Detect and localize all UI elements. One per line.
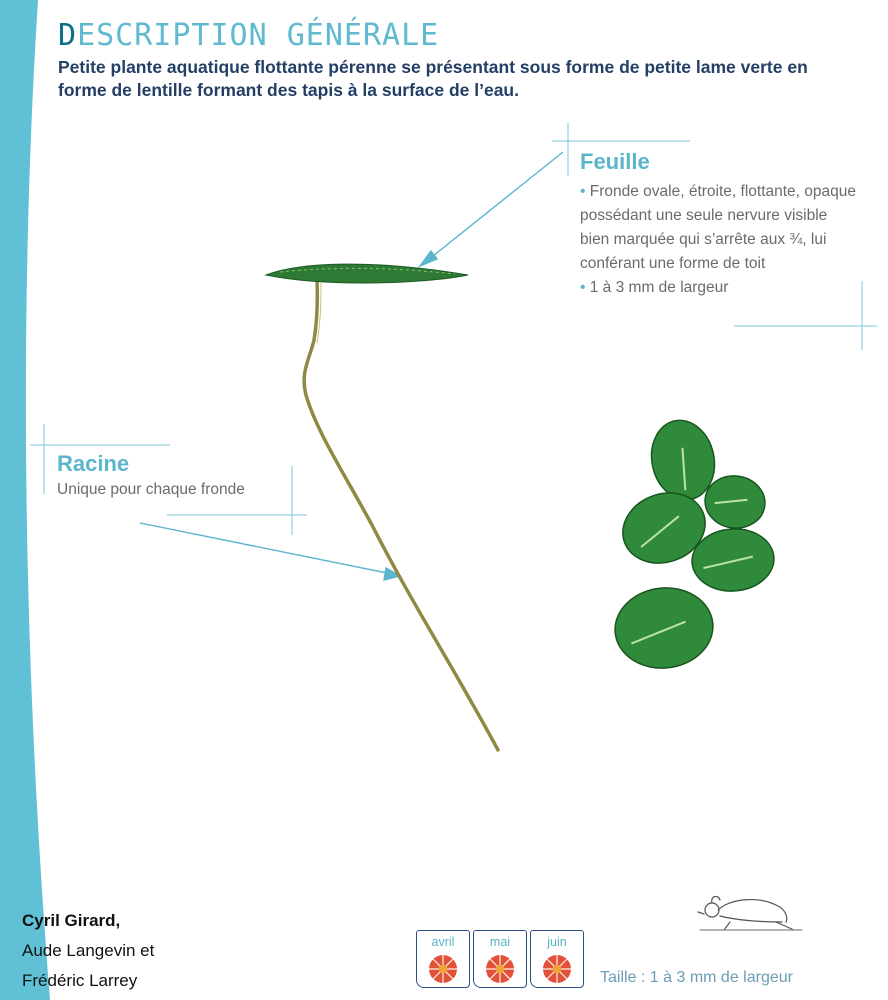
flower-icon bbox=[426, 952, 460, 986]
intro-paragraph: Petite plante aquatique flottante pérenne se présentant sous forme de petite lame verte en forme de lentille formant des tapis à la surface de l’eau. bbox=[58, 57, 808, 100]
bullet-marker: • bbox=[580, 183, 586, 200]
month-card-mai bbox=[473, 930, 527, 988]
racine-crosshair bbox=[30, 424, 307, 535]
pointer-arrows bbox=[140, 152, 563, 580]
author-lead: Cyril Girard, bbox=[22, 911, 121, 930]
feuille-bullet-item: • Fronde ovale, étroite, flottante, opaque possédant une seule nervure visible bien marquée qui s’arrête aux ¾, lui conférant une forme de toit bbox=[580, 183, 857, 272]
root-strand bbox=[304, 280, 498, 750]
flower-icon bbox=[483, 952, 517, 986]
frond-side-view bbox=[266, 264, 468, 283]
feuille-heading: Feuille bbox=[580, 149, 650, 174]
author-line: Frédéric Larrey bbox=[22, 971, 138, 990]
month-label: avril bbox=[431, 935, 455, 949]
feuille-bullet-list bbox=[580, 180, 860, 300]
title-rest: ESCRIPTION GÉNÉRALE bbox=[77, 18, 440, 53]
size-note: Taille : 1 à 3 mm de largeur bbox=[600, 969, 793, 986]
feuille-bullet-item: • 1 à 3 mm de largeur bbox=[580, 279, 729, 296]
flowering-months bbox=[416, 930, 587, 988]
author-line: Aude Langevin et bbox=[22, 941, 155, 960]
month-label: mai bbox=[489, 935, 511, 949]
month-label: juin bbox=[547, 935, 567, 949]
month-card-avril bbox=[416, 930, 470, 988]
racine-description: Unique pour chaque fronde bbox=[57, 481, 245, 498]
crawling-naturalist-icon bbox=[690, 884, 810, 939]
title-initial: D bbox=[58, 18, 78, 53]
authors-credit bbox=[22, 906, 154, 996]
bullet-marker: • bbox=[580, 279, 586, 296]
flower-icon bbox=[540, 952, 574, 986]
frond-cluster bbox=[611, 414, 776, 672]
month-card-juin bbox=[530, 930, 584, 988]
racine-heading: Racine bbox=[57, 451, 130, 476]
